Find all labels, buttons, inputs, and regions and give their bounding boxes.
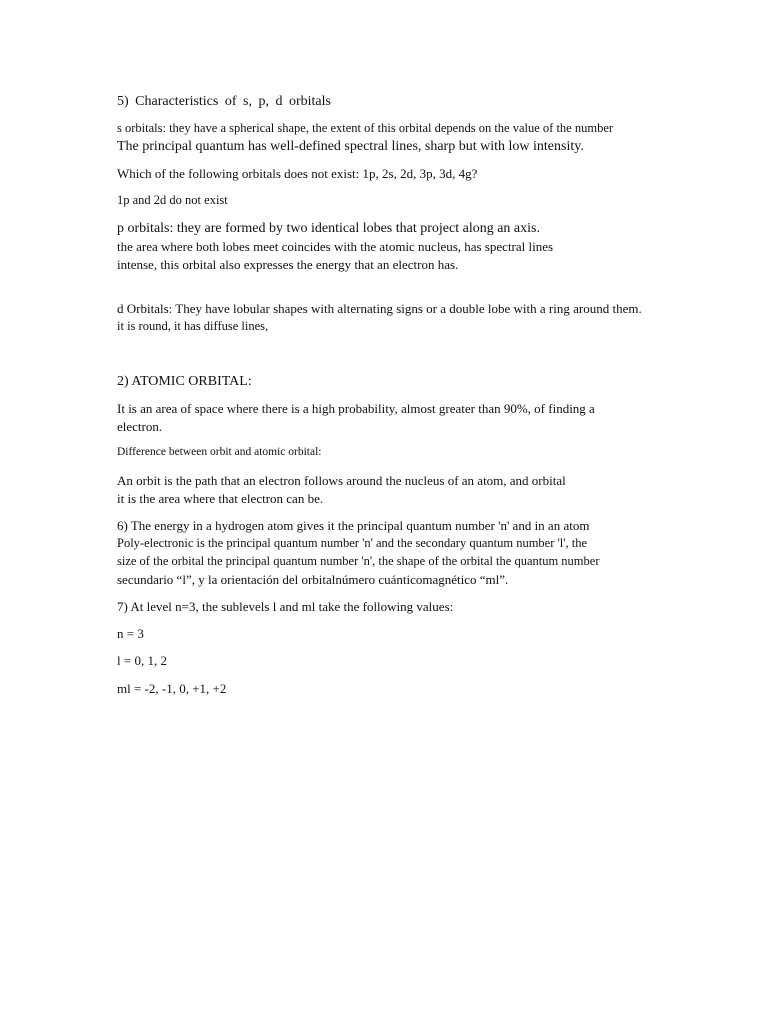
s-orbitals-text-line-1: s orbitals: they have a spherical shape, the extent of this orbital depends on the value of the number (117, 121, 614, 135)
p-orbitals-text-line-2: the area where both lobes meet coincides with the atomic nucleus, has spectral lines (117, 239, 554, 254)
section-5-heading: 5) Characteristics of s, p, d orbitals (117, 94, 331, 109)
orbitals-question: Which of the following orbitals does not exist: 1p, 2s, 2d, 3p, 3d, 4g? (117, 166, 478, 181)
s-orbitals-text-line-2: The principal quantum has well-defined spectral lines, sharp but with low intensity. (117, 139, 584, 154)
section-7-heading: 7) At level n=3, the sublevels l and ml take the following values: (117, 599, 454, 614)
section-2-heading: 2) ATOMIC ORBITAL: (117, 374, 252, 389)
l-value: l = 0, 1, 2 (117, 653, 167, 668)
d-orbitals-text-line-1: d Orbitals: They have lobular shapes with alternating signs or a double lobe with a ring around them. (117, 301, 642, 316)
atomic-orbital-definition-line-1: It is an area of space where there is a high probability, almost greater than 90%, of finding a (117, 401, 595, 416)
section-6-line-1: 6) The energy in a hydrogen atom gives it the principal quantum number 'n' and in an atom (117, 518, 590, 533)
p-orbitals-text-line-1: p orbitals: they are formed by two identical lobes that project along an axis. (117, 221, 540, 236)
p-orbitals-text-line-3: intense, this orbital also expresses the energy that an electron has. (117, 257, 459, 272)
d-orbitals-text-line-2: it is round, it has diffuse lines, (117, 319, 269, 333)
difference-text-line-1: An orbit is the path that an electron follows around the nucleus of an atom, and orbital (117, 473, 566, 488)
difference-text-line-2: it is the area where that electron can be. (117, 491, 324, 506)
section-6-line-3: size of the orbital the principal quantum number 'n', the shape of the orbital the quantum number (117, 554, 600, 568)
orbitals-answer: 1p and 2d do not exist (117, 193, 228, 207)
n-value: n = 3 (117, 626, 144, 641)
section-6-line-2: Poly-electronic is the principal quantum number 'n' and the secondary quantum number 'l', the (117, 536, 587, 550)
difference-label: Difference between orbit and atomic orbital: (117, 446, 322, 458)
atomic-orbital-definition-line-2: electron. (117, 419, 163, 434)
ml-value: ml = -2, -1, 0, +1, +2 (117, 681, 227, 696)
section-6-line-4: secundario “l”, y la orientación del orbitalnúmero cuánticomagnético “ml”. (117, 572, 509, 587)
